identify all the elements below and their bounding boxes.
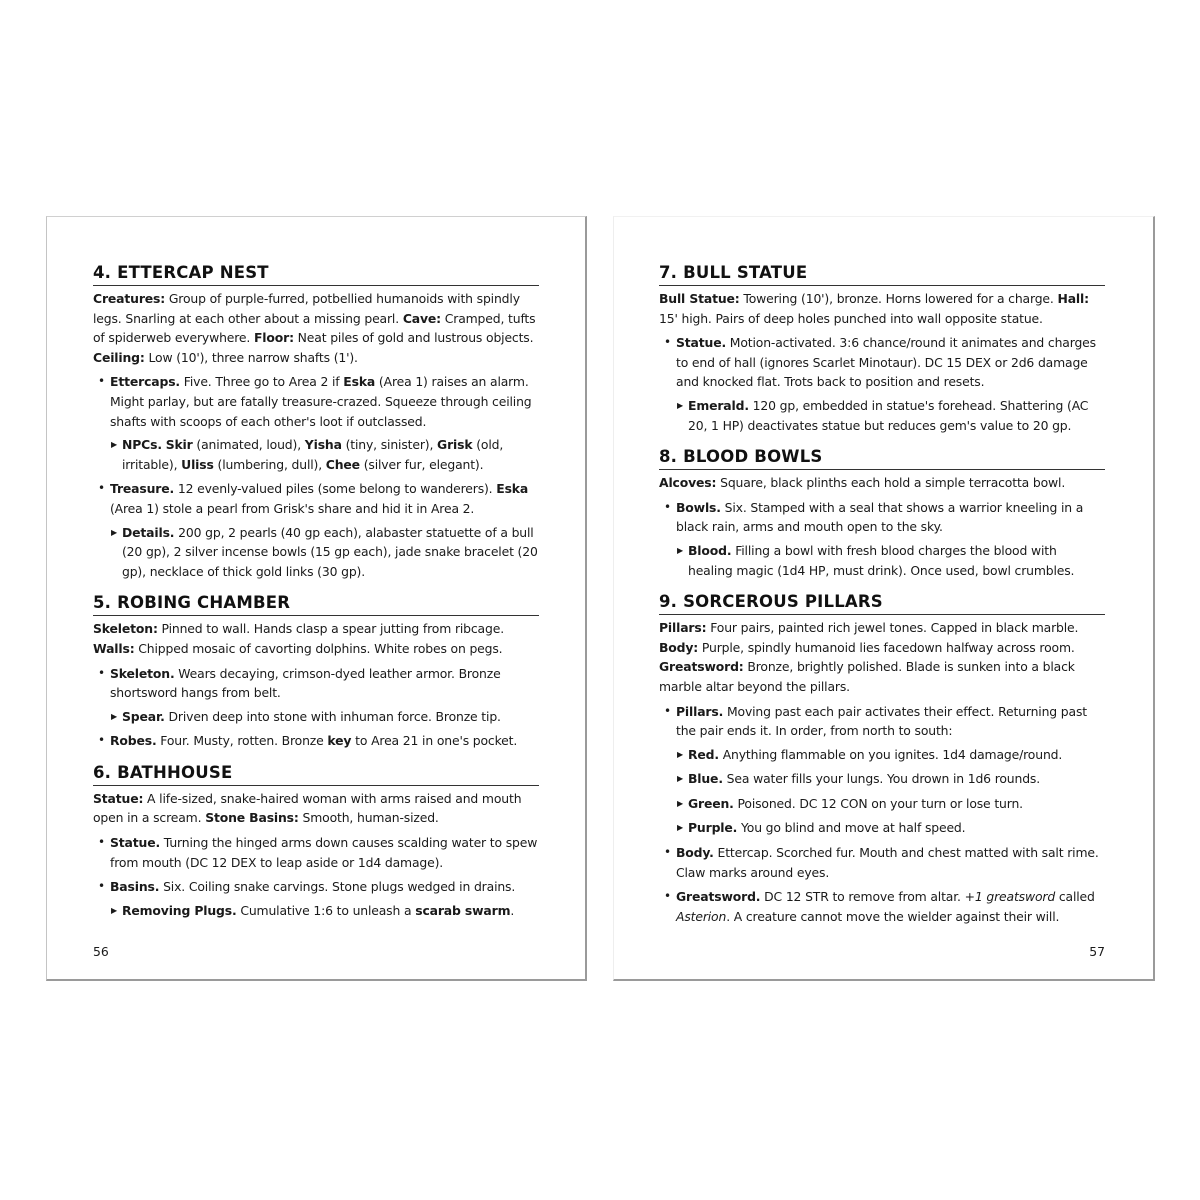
section-title: 4. ETTERCAP NEST [93,263,539,286]
section-title: 8. BLOOD BOWLS [659,447,1105,470]
sub-list [110,707,539,727]
section-title: 5. ROBING CHAMBER [93,593,539,616]
bullet-icon: • [98,733,105,748]
bullet-icon: • [664,335,671,350]
bullet-bowls: • Bowls. Six. Stamped with a seal that shows a warrior kneeling in a black rain, arms and mouth open to the sky. ▶ Blood. Filling a bowl with fresh blood charges the blood with healing magic (1d4 HP, must drink). Once used, bowl crumbles. [659,498,1105,580]
section-title: 7. BULL STATUE [659,263,1105,286]
triangle-bullet-icon: ▶ [111,905,118,915]
sub-list [110,523,539,582]
sub-bullet-removing-plugs: ▶ Removing Plugs. Cumulative 1:6 to unleash a scarab swarm. [110,901,539,921]
sub-list [676,745,1105,838]
bullet-treasure: • Treasure. 12 evenly-valued piles (some belong to wanderers). Eska (Area 1) stole a pearl from Grisk's share and hid it in Area 2. ▶ Details. 200 gp, 2 pearls (40 gp each), alabaster statuette of a bull (20 gp), 2 silver incense bowls (15 gp each), jade snake bracelet (20 gp), necklace of thick gold links (30 gp). [93,479,539,581]
bullet-icon: • [98,665,105,680]
section-sorcerous-pillars [659,592,1105,926]
section-blood-bowls [659,447,1105,580]
sub-list [110,901,539,921]
right-page-content [659,263,1105,938]
bullet-ettercaps: • Ettercaps. Five. Three go to Area 2 if Eska (Area 1) raises an alarm. Might parlay, but are fatally treasure-crazed. Squeeze through ceiling shafts with scoops of each other's loot if outclassed. ▶ NPCs. Skir (animated, loud), Yisha (tiny, sinister), Grisk (old, irritable), Uliss (lumbering, dull), Chee (silver fur, elegant). [93,372,539,474]
sub-bullet-blood: ▶ Blood. Filling a bowl with fresh blood charges the blood with healing magic (1d4 HP, must drink). Once used, bowl crumbles. [677,542,1075,578]
sub-list [676,541,1105,580]
section-intro: Bull Statue: Towering (10'), bronze. Horns lowered for a charge. Hall: 15' high. Pairs of deep holes punched into wall opposite statue. [659,291,1089,326]
section-intro: Alcoves: Square, black plinths each hold a simple terracotta bowl. [659,475,1066,491]
bullet-list [659,498,1105,580]
triangle-bullet-icon: ▶ [677,545,684,555]
sub-bullet-details: ▶ Details. 200 gp, 2 pearls (40 gp each), alabaster statuette of a bull (20 gp), 2 silver incense bowls (15 gp each), jade snake bracelet (20 gp), necklace of thick gold links (30 gp). [111,524,538,579]
bullet-icon: • [664,499,671,514]
bullet-greatsword: • Greatsword. DC 12 STR to remove from altar. +1 greatsword called Asterion. A creature cannot move the wielder against their will. [664,889,1095,924]
sub-bullet-green: ▶ Green. Poisoned. DC 12 CON on your turn or lose turn. [676,794,1105,814]
bullet-body: • Body. Ettercap. Scorched fur. Mouth and chest matted with salt rime. Claw marks around eyes. [664,845,1099,880]
bullet-icon: • [98,879,105,894]
triangle-bullet-icon: ▶ [677,749,684,759]
sub-list [676,396,1105,435]
page-number: 57 [1089,944,1105,959]
triangle-bullet-icon: ▶ [111,440,118,450]
sub-bullet-spear: ▶ Spear. Driven deep into stone with inhuman force. Bronze tip. [110,707,539,727]
bullet-list [93,664,539,751]
section-intro: Skeleton: Pinned to wall. Hands clasp a spear jutting from ribcage. Walls: Chipped mosaic of cavorting dolphins. White robes on pegs. [93,621,504,656]
bullet-list [659,333,1105,435]
section-robing-chamber [93,593,539,751]
section-title: 6. BATHHOUSE [93,763,539,786]
bullet-icon: • [664,845,671,860]
bullet-icon: • [664,703,671,718]
section-title: 9. SORCEROUS PILLARS [659,592,1105,615]
left-page [46,216,587,981]
section-bull-statue [659,263,1105,435]
sub-bullet-blue: ▶ Blue. Sea water fills your lungs. You drown in 1d6 rounds. [676,769,1105,789]
bullet-list [659,702,1105,927]
triangle-bullet-icon: ▶ [677,400,684,410]
bullet-statue: • Statue. Motion-activated. 3:6 chance/round it animates and charges to end of hall (ignores Scarlet Minotaur). DC 15 DEX or 2d6 damage and knocked flat. Trots back to position and resets. ▶ Emerald. 120 gp, embedded in statue's forehead. Shattering (AC 20, 1 HP) deactivates statue but reduces gem's value to 20 gp. [659,333,1105,435]
bullet-icon: • [98,835,105,850]
sub-bullet-npcs: ▶ NPCs. Skir (animated, loud), Yisha (tiny, sinister), Grisk (old, irritable), Uliss (lumbering, dull), Chee (silver fur, elegant). [111,437,504,472]
section-bathhouse [93,763,539,921]
section-intro: Pillars: Four pairs, painted rich jewel tones. Capped in black marble. Body: Purple, spindly humanoid lies facedown halfway across room. Greatsword: Bronze, brightly polished. Blade is sunken into a black marble altar beyond the pillars. [659,620,1079,694]
triangle-bullet-icon: ▶ [677,798,684,808]
section-intro: Statue: A life-sized, snake-haired woman with arms raised and mouth open in a scream. Stone Basins: Smooth, human-sized. [93,790,522,826]
bullet-statue: • Statue. Turning the hinged arms down causes scalding water to spew from mouth (DC 12 DEX to leap aside or 1d4 damage). [98,835,538,870]
bullet-list [93,372,539,581]
left-page-content [93,263,539,932]
bullet-list [93,833,539,920]
section-intro: Creatures: Group of purple-furred, potbellied humanoids with spindly legs. Snarling at each other about a missing pearl. Cave: Cramped, tufts of spiderweb everywhere. Floor: Neat piles of gold and lustrous objects. Ceiling: Low (10'), three narrow shafts (1'). [93,291,536,365]
bullet-basins: • Basins. Six. Coiling snake carvings. Stone plugs wedged in drains. ▶ Removing Plugs. Cumulative 1:6 to unleash a scarab swarm. [93,877,539,920]
bullet-skeleton: • Skeleton. Wears decaying, crimson-dyed leather armor. Bronze shortsword hangs from belt. ▶ Spear. Driven deep into stone with inhuman force. Bronze tip. [93,664,539,727]
bullet-icon: • [98,481,105,496]
triangle-bullet-icon: ▶ [111,711,118,721]
triangle-bullet-icon: ▶ [677,823,684,833]
bullet-pillars: • Pillars. Moving past each pair activates their effect. Returning past the pair ends it. In order, from north to south: ▶ Red. Anything flammable on you ignites. 1d4 damage/round. ▶ Blue. Sea water fills your lungs. You drown in 1d6 rounds. ▶ Green. Poisoned. DC 12 CON on your turn or lose turn. ▶ Purple. You go blind and move at half speed. [659,702,1105,839]
page-number: 56 [93,944,109,959]
bullet-robes: • Robes. Four. Musty, rotten. Bronze key to Area 21 in one's pocket. [93,731,539,751]
sub-list [110,435,539,474]
bullet-icon: • [98,374,105,389]
sub-bullet-emerald: ▶ Emerald. 120 gp, embedded in statue's forehead. Shattering (AC 20, 1 HP) deactivates statue but reduces gem's value to 20 gp. [677,397,1089,433]
triangle-bullet-icon: ▶ [111,527,118,537]
sub-bullet-purple: ▶ Purple. You go blind and move at half speed. [676,818,1105,838]
triangle-bullet-icon: ▶ [677,774,684,784]
section-ettercap-nest [93,263,539,581]
sub-bullet-red: ▶ Red. Anything flammable on you ignites. 1d4 damage/round. [676,745,1105,765]
right-page [613,216,1155,981]
bullet-icon: • [664,889,671,904]
